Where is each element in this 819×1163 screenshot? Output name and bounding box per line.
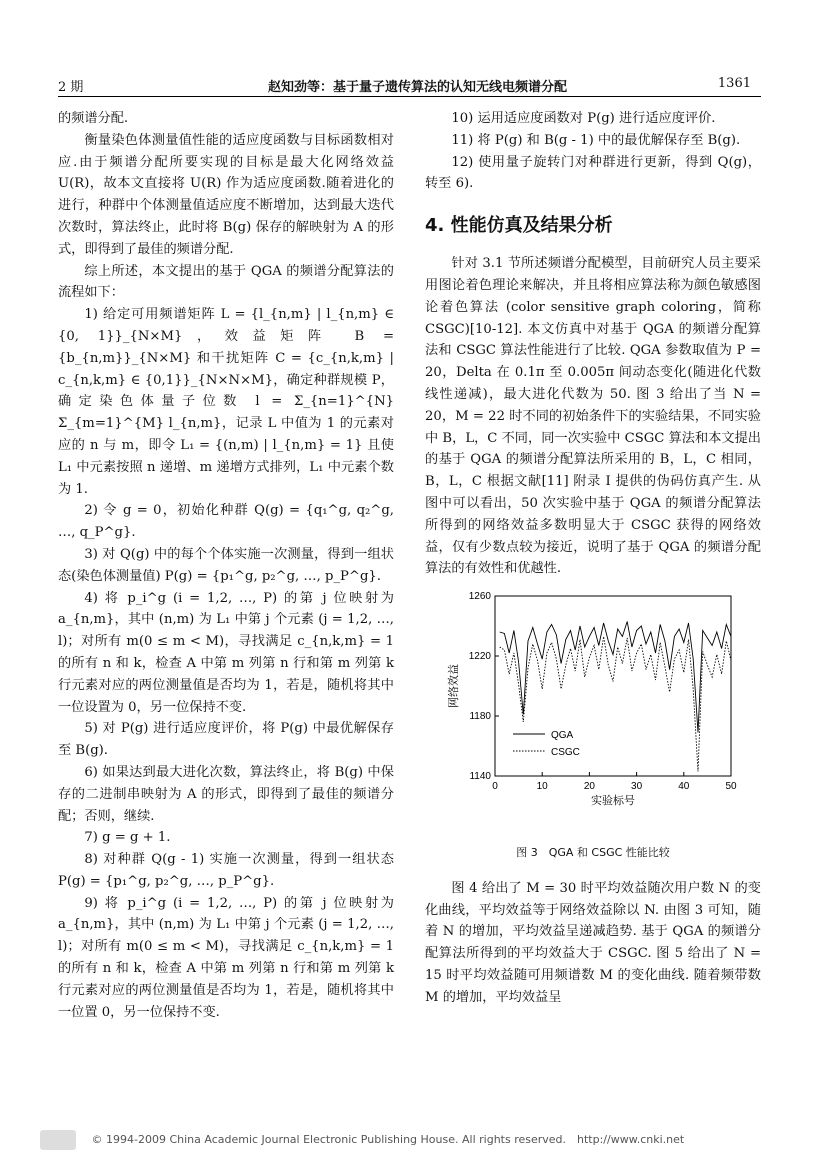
step-2: 2) 令 g = 0，初始化种群 Q(g) = {q₁^g, q₂^g, …, q_P^g}. (58, 503, 394, 541)
step-12: 12) 使用量子旋转门对种群进行更新，得到 Q(g)，转至 6). (425, 154, 761, 192)
figure-caption: 图 3 QGA 和 CSGC 性能比较 (516, 845, 670, 859)
legend-label-csgc: CSGC (551, 747, 580, 759)
y-axis-label: 网络效益 (447, 664, 460, 709)
step-3: 3) 对 Q(g) 中的每个个体实施一次测量，得到一组状态(染色体测量值) P(g) = {p₁^g, p₂^g, …, p_P^g}. (58, 546, 394, 584)
step-10: 10) 运用适应度函数对 P(g) 进行适应度评价. (451, 111, 716, 126)
paragraph: 针对 3.1 节所述频谱分配模型，目前研究人员主要采用图论着色理论来解决，并且将相应算法称为颜色敏感图论着色算法 (color sensitive graph coloring，简称 CSGC)[10-12]. 本文仿真中对基于 QGA 的频谱分配算法和 CSGC 算法性能进行了比较. QGA 参数取值为 P = 20，Delta 在 0.1π 至 0.005π 间动态变化(随进化代数线性递减)，最大进化代数为 50. 图 3 给出了当 N = 20，M = 22 时不同的初始条件下的实验结果，不同实验中 B，L，C 不同，同一次实验中 CSGC 算法和本文提出的基于 QGA 的频谱分配算法所采用的 B，L，C 相同，B，L，C 根据文献[11] 附录 I 提供的伪码仿真产生. 从图中可以看出，50 次实验中基于 QGA 的频谱分配算法所得到的网络效益多数明显大于 CSGC 获得的网络效益，仅有少数点较为接近，说明了基于 QGA 的频谱分配算法的有效性和优越性. (425, 256, 761, 577)
issue-number: 2 期 (58, 80, 84, 95)
running-title: 赵知劲等：基于量子遗传算法的认知无线电频谱分配 (268, 80, 568, 95)
step-1: 1) 给定可用频谱矩阵 L = {l_{n,m} | l_{n,m} ∈ {0, 1}}_{N×M}，效益矩阵 B = {b_{n,m}}_{N×M} 和干扰矩阵 C = {c_{n,k,m} | c_{n,k,m} ∈ {0,1}}_{N×N×M}，确定种群规模 P，确定染色体量子位数 l = Σ_{n=1}^{N} Σ_{m=1}^{M} l_{n,m}，记录 L 中值为 1 的元素对应的 n 与 m，即令 L₁ = {(n,m) | l_{n,m} = 1} 且使 L₁ 中元素按照 n 递增、m 递增方式排列，L₁ 中元素个数为 1. (58, 307, 394, 497)
y-tick-label: 1220 (468, 651, 491, 663)
x-tick-label: 20 (583, 781, 595, 793)
figure-3 (425, 588, 761, 864)
series-line-qga (500, 622, 731, 733)
paragraph: 衡量染色体测量值性能的适应度函数与目标函数相对应.由于频谱分配所要实现的目标是最大化网络效益 U(R)，故本文直接将 U(R) 作为适应度函数.随着进化的进行，种群中个体测量值适应度不断增加，达到最大迭代次数时，算法终止，此时将 B(g) 保存的解映射为 A 的形式，即得到了最佳的频谱分配. (58, 132, 394, 257)
x-tick-label: 50 (725, 781, 737, 793)
x-tick-label: 40 (678, 781, 690, 793)
right-column (425, 108, 761, 1009)
step-7: 7) g = g + 1. (84, 830, 171, 846)
y-tick-label: 1260 (468, 591, 491, 603)
step-11: 11) 将 P(g) 和 B(g - 1) 中的最优解保存至 B(g). (451, 132, 741, 148)
plot-frame (495, 596, 731, 776)
legend-label-qga: QGA (551, 730, 574, 742)
paragraph: 图 4 给出了 M = 30 时平均效益随次用户数 N 的变化曲线，平均效益等于网络效益除以 N. 由图 3 可知，随着 N 的增加，平均效益呈递减趋势. 基于 QGA 的频谱分配算法所得到的平均效益大于 CSGC. 图 5 给出了 N = 15 时平均效益随可用频谱数 M 的变化曲线. 随着频带数 M 的增加，平均效益呈 (425, 880, 761, 1005)
x-tick-label: 0 (492, 781, 498, 793)
paragraph: 综上所述，本文提出的基于 QGA 的频谱分配算法的流程如下： (58, 263, 394, 301)
paragraph: 的频谱分配. (58, 111, 129, 126)
chart-axes (446, 591, 737, 807)
copyright-text: © 1994-2009 China Academic Journal Electronic Publishing House. All rights reserved. http://www.cnki.net (91, 1133, 685, 1146)
cnki-logo-icon (40, 1130, 76, 1150)
y-tick-label: 1180 (469, 711, 491, 723)
left-column (58, 108, 394, 1023)
section-heading: 4. 性能仿真及结果分析 (425, 215, 613, 237)
x-tick-label: 10 (536, 781, 548, 793)
footer (40, 1130, 780, 1150)
page-number: 1361 (717, 76, 751, 91)
x-axis-label: 实验标号 (591, 794, 635, 808)
step-5: 5) 对 P(g) 进行适应度评价，将 P(g) 中最优解保存至 B(g). (58, 721, 394, 759)
y-tick-label: 1140 (469, 771, 491, 783)
chart-series (500, 622, 731, 772)
step-8: 8) 对种群 Q(g - 1) 实施一次测量，得到一组状态 P(g) = {p₁^g, p₂^g, …, p_P^g}. (58, 852, 394, 889)
step-4: 4) 将 p_i^g (i = 1,2, …, P) 的第 j 位映射为 a_{n,m}，其中 (n,m) 为 L₁ 中第 j 个元素 (j = 1,2, …, l)；对所有 m(0 ≤ m < M)，寻找满足 c_{n,k,m} = 1 的所有 n 和 k，检查 A 中第 m 列第 n 行和第 m 列第 k 行元素对应的两位测量值是否均为 1，若是，随机将其中一位设置为 0，另一位保持不变. (58, 590, 394, 715)
step-9: 9) 将 p_i^g (i = 1,2, …, P) 的第 j 位映射为 a_{n,m}，其中 (n,m) 为 L₁ 中第 j 个元素 (j = 1,2, …, l)；对所有 m(0 ≤ m < M)，寻找满足 c_{n,k,m} = 1 的所有 n 和 k，检查 A 中第 m 列第 n 行和第 m 列第 k 行元素对应的两位测量值是否均为 1，若是，随机将其中一位置 0，另一位保持不变. (58, 895, 394, 1020)
chart-legend (513, 730, 580, 758)
running-header (58, 70, 761, 97)
x-tick-label: 30 (631, 781, 643, 793)
line-chart (425, 588, 761, 828)
step-6: 6) 如果达到最大进化次数，算法终止，将 B(g) 中保存的二进制串映射为 A 的形式，即得到了最佳的频谱分配；否则，继续. (58, 764, 394, 824)
